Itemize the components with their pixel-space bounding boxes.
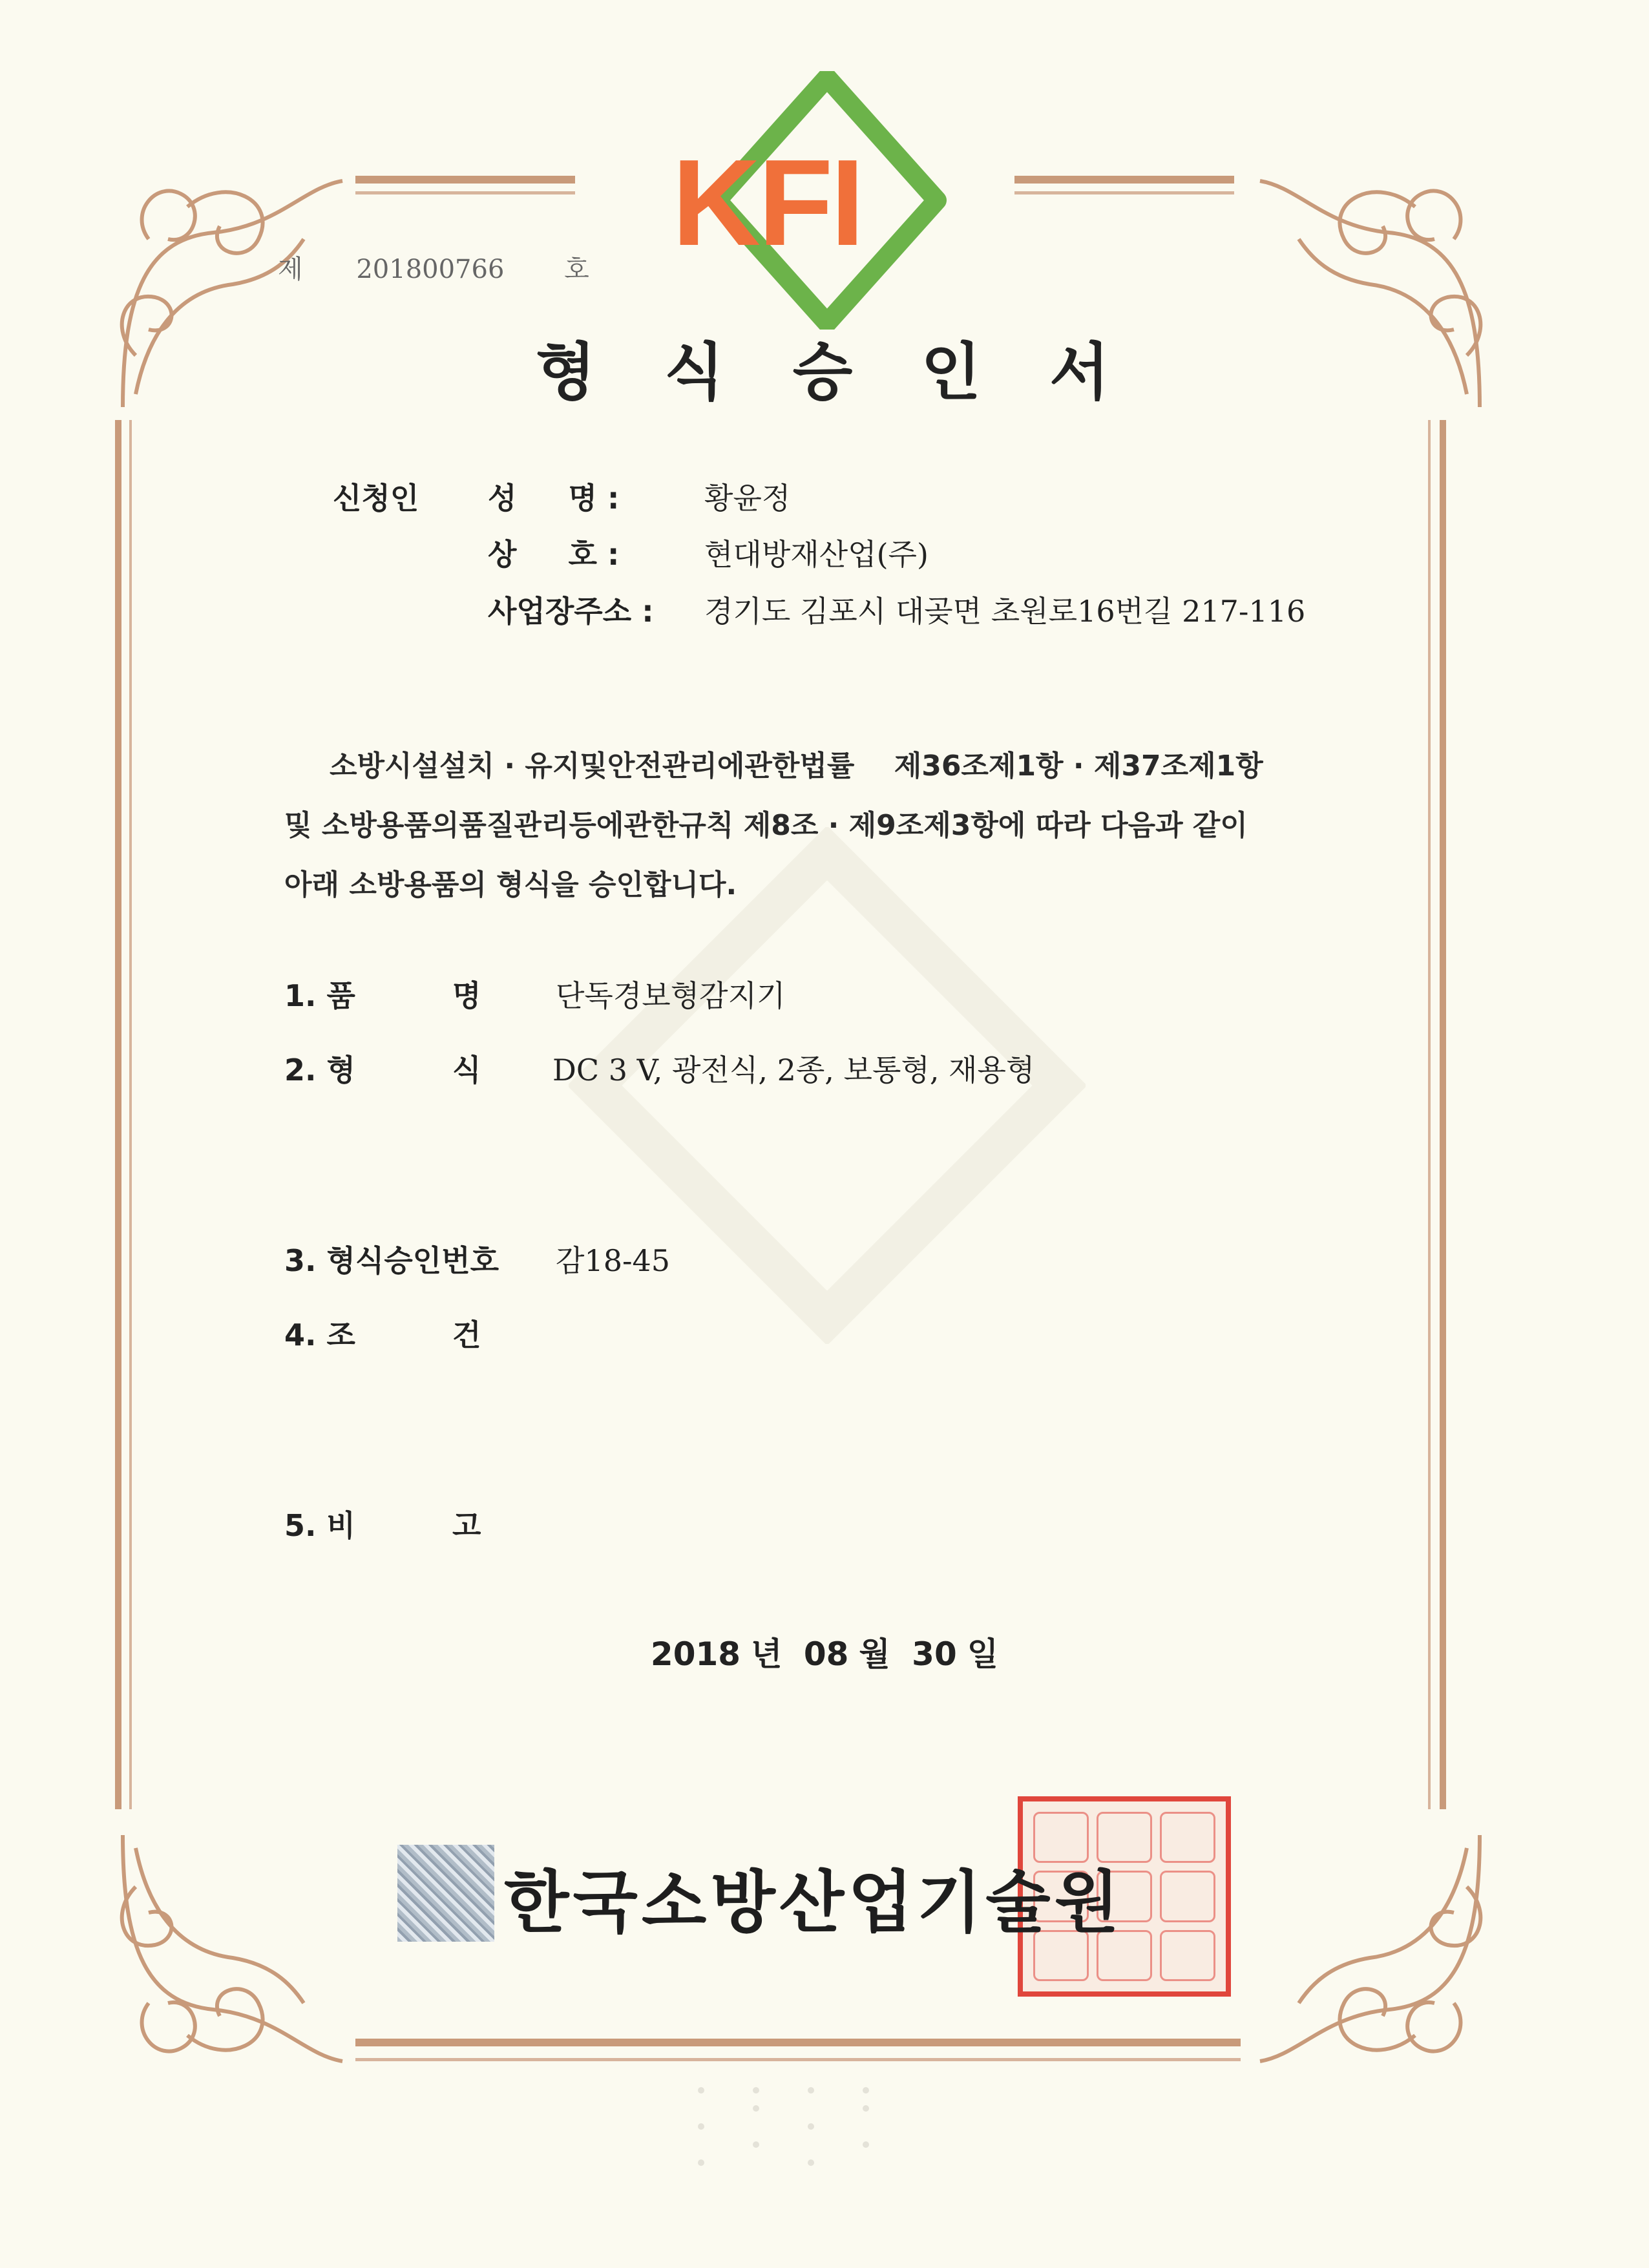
date-day-unit: 일	[967, 1635, 999, 1673]
cert-no-suffix: 호	[564, 255, 589, 284]
company-label: 상 호 :	[488, 537, 620, 572]
item-remarks-label: 5. 비	[284, 1508, 355, 1543]
emboss-dot	[808, 2159, 814, 2166]
item-type-value: DC 3 V, 광전식, 2종, 보통형, 재용형	[552, 1053, 1035, 1087]
title-char: 형	[536, 336, 600, 408]
emboss-dot	[808, 2087, 814, 2094]
hologram-sticker	[397, 1845, 494, 1942]
title-char: 식	[664, 336, 728, 408]
item-type-label: 2. 형	[284, 1053, 355, 1087]
item-product-label: 1. 품	[284, 978, 355, 1013]
emboss-dot	[753, 2087, 759, 2094]
emboss-dot	[863, 2105, 869, 2112]
title-char: 서	[1049, 336, 1113, 408]
item-condition-label: 4. 조	[284, 1318, 355, 1352]
document-title	[0, 323, 1649, 412]
business-address: 경기도 김포시 대곶면 초원로16번길 217-116	[704, 594, 1306, 629]
item-approval-no-label: 3. 형식승인번호	[284, 1243, 499, 1278]
logo-text: KFI	[672, 134, 863, 271]
statement-line: 아래 소방용품의 형식을 승인합니다.	[284, 868, 737, 901]
emboss-dot	[698, 2123, 704, 2130]
kfi-logo	[666, 71, 950, 330]
company-name: 현대방재산업(주)	[704, 537, 929, 572]
approval-statement	[284, 737, 1370, 915]
item-condition-suffix: 건	[452, 1318, 481, 1352]
embossed-stamp	[691, 2084, 911, 2181]
statement-line: 소방시설설치 · 유지및안전관리에관한법률 제36조제1항 · 제37조제1항	[330, 750, 1263, 782]
issue-date	[0, 1628, 1649, 1675]
item-type-suffix: 식	[452, 1053, 481, 1087]
title-char: 인	[921, 336, 985, 408]
emboss-dot	[753, 2141, 759, 2148]
address-label: 사업장주소 :	[488, 594, 654, 629]
issuer-name: 한국소방산업기술원	[504, 1862, 1124, 1942]
date-month-unit: 월	[859, 1635, 890, 1673]
title-char: 승	[792, 336, 857, 408]
emboss-dot	[753, 2105, 759, 2112]
applicant-name: 황윤정	[704, 481, 791, 516]
date-day: 30	[912, 1635, 957, 1673]
name-label: 성 명 :	[488, 481, 620, 516]
cert-no-prefix: 제	[278, 255, 303, 284]
cert-no-value: 201800766	[356, 255, 505, 284]
date-year-unit: 년	[751, 1635, 782, 1673]
emboss-dot	[863, 2141, 869, 2148]
date-year: 2018	[650, 1635, 741, 1673]
date-month: 08	[803, 1635, 849, 1673]
corner-flourish-bottom-left	[110, 1809, 355, 2081]
corner-flourish-bottom-right	[1247, 1809, 1493, 2081]
item-approval-no-value: 감18-45	[556, 1243, 671, 1278]
item-product-value: 단독경보형감지기	[556, 978, 786, 1013]
statement-line: 및 소방용품의품질관리등에관한규칙 제8조 · 제9조제3항에 따라 다음과 같이	[284, 809, 1248, 842]
certificate-number	[278, 249, 589, 286]
emboss-dot	[808, 2123, 814, 2130]
item-remarks-suffix: 고	[452, 1508, 481, 1543]
item-product-suffix: 명	[452, 978, 481, 1013]
emboss-dot	[698, 2159, 704, 2166]
applicant-label: 신청인	[333, 481, 419, 516]
emboss-dot	[698, 2087, 704, 2094]
emboss-dot	[863, 2087, 869, 2094]
